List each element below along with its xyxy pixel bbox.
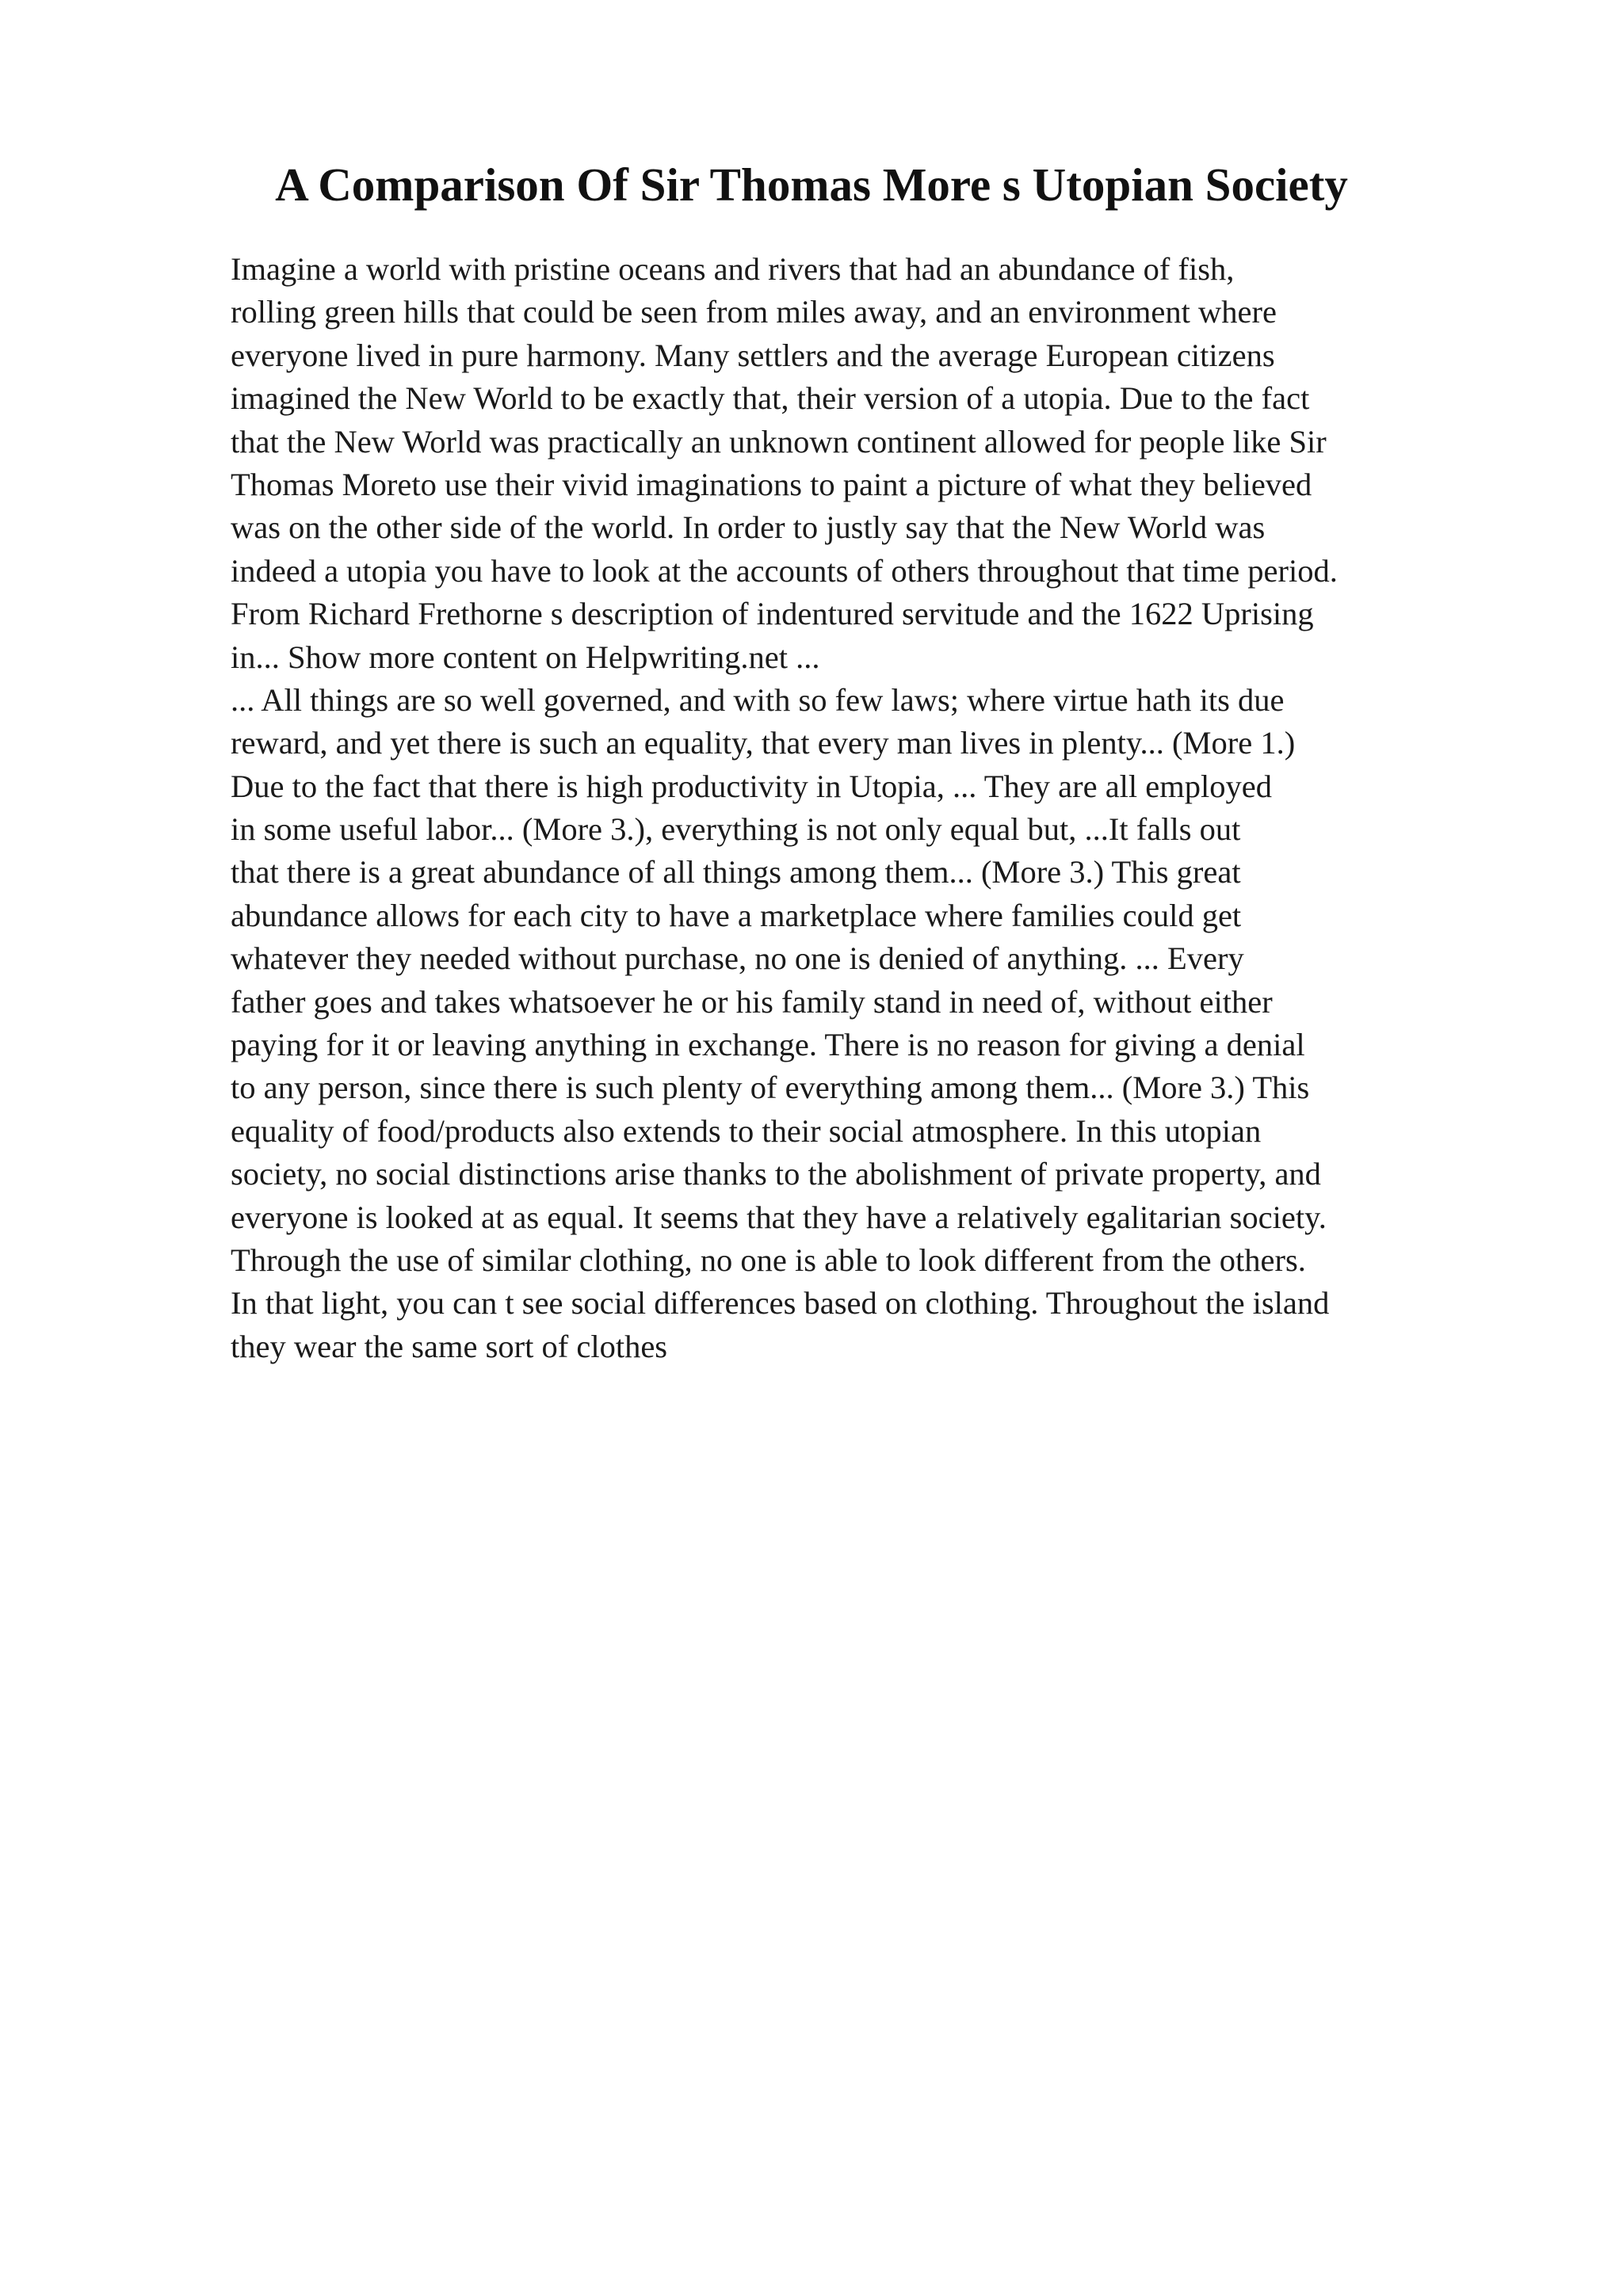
text-line: equality of food/products also extends to their social atmosphere. In this utopian	[231, 1112, 1262, 1149]
text-line: Imagine a world with pristine oceans and rivers that had an abundance of fish,	[231, 251, 1235, 287]
text-line: In that light, you can t see social differences based on clothing. Throughout the island	[231, 1285, 1330, 1322]
text-line: rolling green hills that could be seen from miles away, and an environment where	[231, 294, 1277, 330]
text-line: Thomas Moreto use their vivid imaginations to paint a picture of what they believed	[231, 466, 1312, 502]
text-line: they wear the same sort of clothes	[231, 1328, 668, 1364]
text-line: whatever they needed without purchase, no one is denied of anything. ... Every	[231, 940, 1244, 977]
text-line: Through the use of similar clothing, no one is able to look different from the others.	[231, 1241, 1306, 1278]
text-line: everyone is looked at as equal. It seems that they have a relatively egalitarian society.	[231, 1199, 1327, 1235]
text-line: father goes and takes whatsoever he or his family stand in need of, without either	[231, 983, 1273, 1020]
text-line: From Richard Frethorne s description of indentured servitude and the 1622 Uprising	[231, 596, 1314, 632]
text-line: society, no social distinctions arise thanks to the abolishment of private property, and	[231, 1156, 1321, 1192]
text-line: everyone lived in pure harmony. Many settlers and the average European citizens	[231, 337, 1275, 373]
text-line: in some useful labor... (More 3.), everything is not only equal but, ...It falls out	[231, 811, 1241, 848]
text-line: in... Show more content on Helpwriting.net ...	[231, 639, 820, 675]
text-line: paying for it or leaving anything in exchange. There is no reason for giving a denial	[231, 1027, 1305, 1063]
text-line: that the New World was practically an unknown continent allowed for people like Sir	[231, 423, 1327, 460]
text-line: imagined the New World to be exactly that, their version of a utopia. Due to the fact	[231, 380, 1310, 417]
essay-body	[231, 248, 1530, 1368]
text-line: that there is a great abundance of all things among them... (More 3.) This great	[231, 854, 1241, 891]
text-line: abundance allows for each city to have a marketplace where families could get	[231, 897, 1242, 933]
text-line: ... All things are so well governed, and with so few laws; where virtue hath its due	[231, 681, 1285, 718]
text-line: to any person, since there is such plenty of everything among them... (More 3.) This	[231, 1070, 1310, 1106]
text-line: Due to the fact that there is high productivity in Utopia, ... They are all employed	[231, 768, 1273, 804]
text-line: was on the other side of the world. In order to justly say that the New World was	[231, 509, 1266, 546]
page-title: A Comparison Of Sir Thomas More s Utopian Society	[275, 158, 1348, 211]
text-line: indeed a utopia you have to look at the accounts of others throughout that time period.	[231, 552, 1338, 589]
text-line: reward, and yet there is such an equality, that every man lives in plenty... (More 1.)	[231, 725, 1296, 761]
